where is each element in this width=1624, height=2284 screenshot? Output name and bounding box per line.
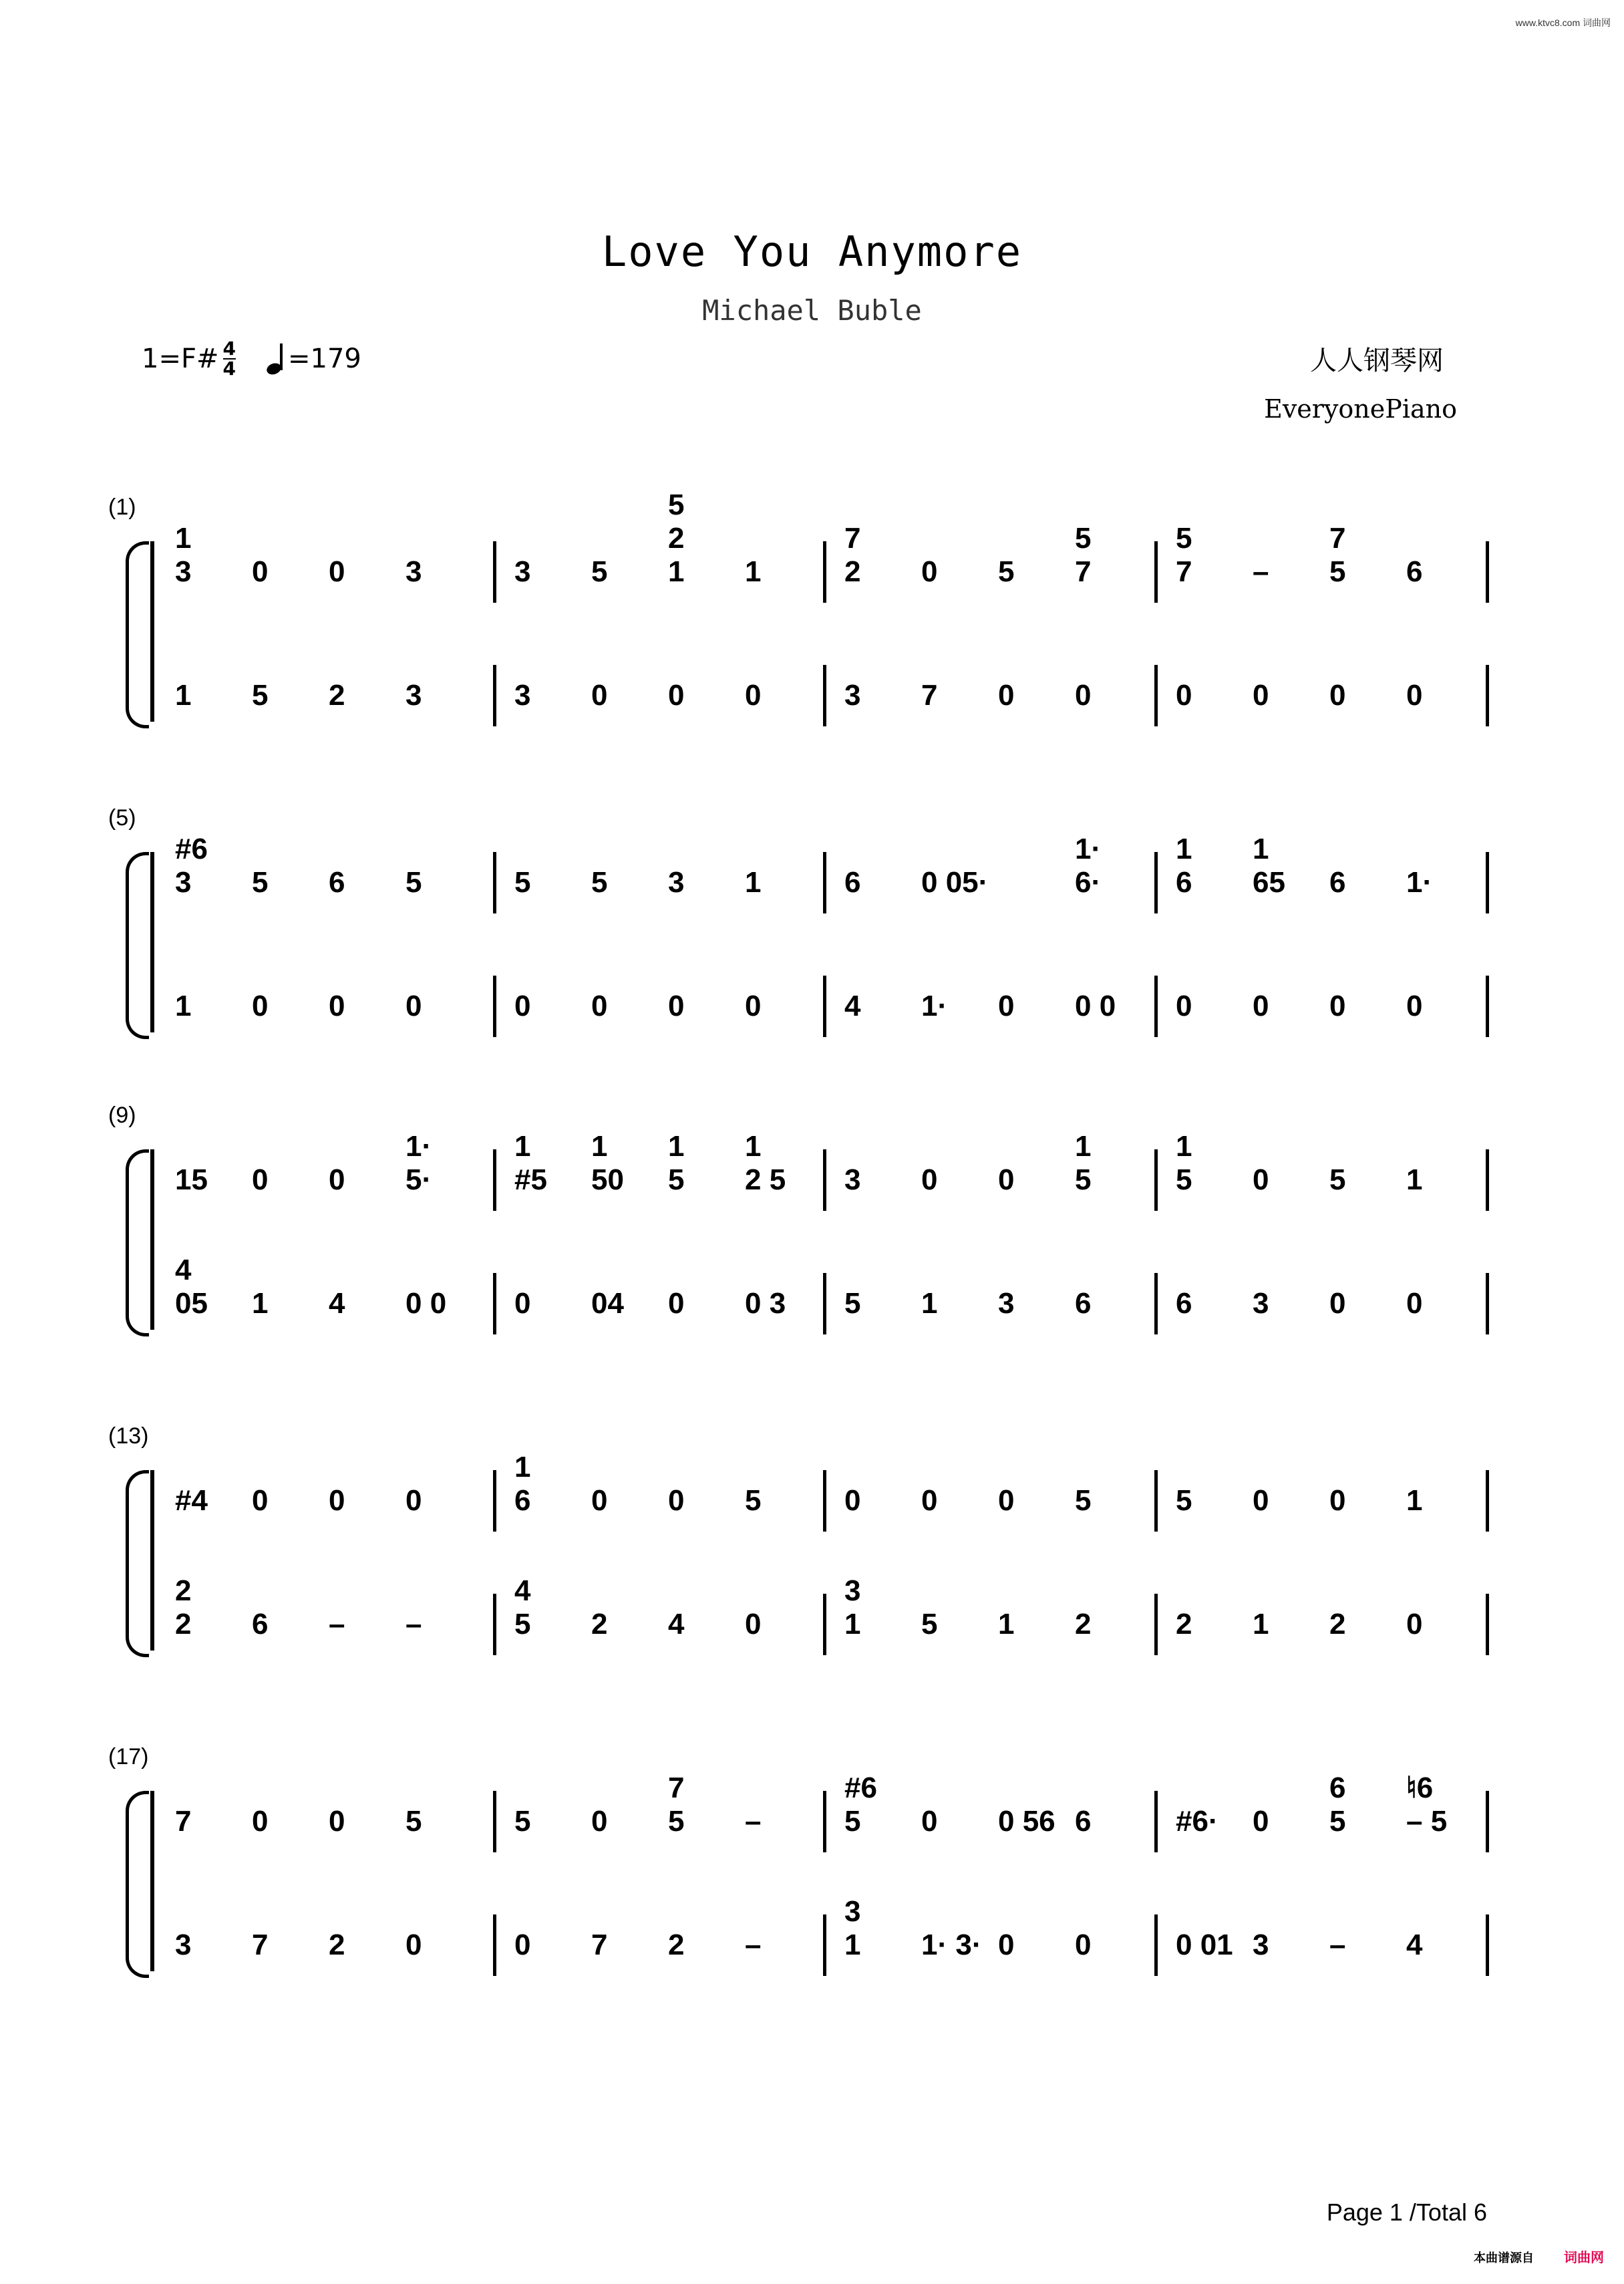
upper-note: 0 [329,1805,345,1838]
lower-note: – [329,1608,345,1640]
upper-note: 5 [1329,1163,1346,1196]
upper-note: 5 [1176,1163,1192,1196]
upper-note: 0 [591,1805,608,1838]
upper-note: 2 [844,555,861,588]
upper-note: 6· [1075,866,1102,899]
upper-note: 6 [1075,1805,1092,1838]
time-signature [223,339,236,378]
score-system [0,1744,1624,1985]
upper-note: 0 [998,1163,1015,1196]
upper-note: 65 [1253,866,1285,899]
bar-line [823,852,826,913]
lower-chord-note: 3 [844,1895,861,1928]
lower-note: 5 [844,1287,861,1320]
upper-note: 7 [1176,555,1192,588]
bar-line [823,1594,826,1655]
lower-note: 0 [1406,1287,1423,1320]
bar-line [1486,1470,1489,1532]
upper-note: – [1253,555,1269,588]
bar-line [823,1914,826,1976]
upper-note: 0 [844,1484,861,1517]
bar-line [493,1470,496,1532]
upper-note: 7 [1075,555,1092,588]
upper-note: 5 [668,1163,685,1196]
upper-note: 3 [175,555,192,588]
lower-note: 0 [1075,679,1092,712]
lower-note: 5 [252,679,269,712]
upper-note: 1· [1406,866,1433,899]
lower-note: 2 [668,1929,685,1961]
system-line [150,1470,154,1651]
upper-note: 0 [921,1484,938,1517]
upper-note: 5 [514,1805,531,1838]
lower-note: 0 [1406,990,1423,1022]
upper-note: 5 [1075,1163,1092,1196]
upper-note: 3 [175,866,192,899]
bar-line [823,665,826,726]
upper-chord-note: 1· [1075,833,1102,865]
lower-note: 0 [668,1287,685,1320]
bar-line [823,1470,826,1532]
upper-chord-note: 1 [668,1130,685,1163]
upper-note: 0 05· [921,866,989,899]
upper-note: 0 [405,1484,422,1517]
upper-note: 1 [745,866,762,899]
measure-number: (1) [108,494,136,520]
lower-note: 5 [514,1608,531,1640]
upper-chord-note: 1 [1176,1130,1192,1163]
upper-chord-note: 7 [1329,522,1346,555]
upper-chord-note: 1· [405,1130,432,1163]
bar-line [1486,976,1489,1037]
lower-note: 0 [668,990,685,1022]
system-brace [126,1149,149,1336]
lower-note: 3 [1253,1929,1269,1961]
lower-note: 6 [1075,1287,1092,1320]
system-brace [126,1470,149,1657]
upper-chord-note: 1 [745,1130,762,1163]
lower-note: 0 [1329,1287,1346,1320]
lower-note: 3 [998,1287,1015,1320]
upper-note: 0 [668,1484,685,1517]
upper-note: 5 [1075,1484,1092,1517]
key-tempo-line [142,339,361,378]
lower-note: 1 [844,1929,861,1961]
upper-note: 0 [252,1805,269,1838]
system-line [150,1149,154,1330]
upper-note: 50 [591,1163,624,1196]
lower-note: 0 [591,679,608,712]
lower-note: 1 [252,1287,269,1320]
lower-chord-note: 4 [175,1254,192,1286]
score-system [0,488,1624,735]
upper-note: 6 [514,1484,531,1517]
lower-note: 0 [1176,990,1192,1022]
lower-note: 3 [844,679,861,712]
publisher-en: EveryonePiano [1264,394,1457,424]
lower-note: 1 [921,1287,938,1320]
lower-note: 0 [1253,990,1269,1022]
upper-note: 1 [668,555,685,588]
lower-note: 0 [514,1287,531,1320]
lower-note: 0 [1075,1929,1092,1961]
score-system [0,805,1624,1046]
upper-note: 1 [1406,1163,1423,1196]
bar-line [1486,1149,1489,1211]
lower-note: 2 [1329,1608,1346,1640]
upper-chord-note: 6 [1329,1771,1346,1804]
lower-note: 05 [175,1287,208,1320]
bar-line [493,1273,496,1334]
bar-line [823,1791,826,1852]
upper-chord-note: 2 [668,522,685,555]
lower-note: 1 [1253,1608,1269,1640]
upper-chord-note: 1 [514,1451,531,1483]
lower-note: 0 [745,990,762,1022]
upper-note: 5 [1329,1805,1346,1838]
publisher-cn: 人人钢琴网 [1310,345,1444,376]
lower-note: 0 [405,990,422,1022]
upper-note: 5 [668,1805,685,1838]
lower-note: 0 [1253,679,1269,712]
lower-note: 5 [921,1608,938,1640]
bar-line [1154,665,1158,726]
upper-note: 0 [921,1163,938,1196]
lower-note: 4 [844,990,861,1022]
measure-number: (17) [108,1744,149,1769]
measure-number: (9) [108,1103,136,1128]
upper-note: 0 [329,555,345,588]
lower-note: 2 [1075,1608,1092,1640]
upper-note: 0 [1253,1805,1269,1838]
lower-note: 0 [998,1929,1015,1961]
bar-line [1154,1149,1158,1211]
score-system [0,1423,1624,1664]
bar-line [1486,1791,1489,1852]
lower-chord-note: 2 [175,1574,192,1607]
upper-note: 5 [998,555,1015,588]
bar-line [1154,1791,1158,1852]
lower-note: 0 0 [405,1287,447,1320]
site-watermark: www.ktvc8.com 词曲网 [1515,17,1611,28]
bar-line [493,1914,496,1976]
upper-note: 5 [591,555,608,588]
lower-note: 1 [998,1608,1015,1640]
system-brace [126,852,149,1039]
upper-note: 5 [405,866,422,899]
bar-line [1486,1273,1489,1334]
upper-chord-note: 5 [668,488,685,521]
upper-note: 0 [1253,1484,1269,1517]
lower-note: 7 [591,1929,608,1961]
system-brace [126,541,149,728]
lower-note: 0 [998,679,1015,712]
lower-note: 3 [1253,1287,1269,1320]
bar-line [823,1149,826,1211]
time-bottom: 4 [222,358,236,380]
upper-note: 0 [1329,1484,1346,1517]
lower-note: 0 [1329,990,1346,1022]
lower-note: 0 [329,990,345,1022]
upper-note: 6 [844,866,861,899]
score-system [0,1103,1624,1343]
lower-note: 0 [405,1929,422,1961]
lower-note: – [405,1608,422,1640]
upper-note: 0 [252,1163,269,1196]
bar-line [493,1594,496,1655]
upper-chord-note: 1 [1075,1130,1092,1163]
upper-note: 7 [175,1805,192,1838]
bar-line [1154,1470,1158,1532]
upper-note: 5· [405,1163,432,1196]
lower-note: 0 0 [1075,990,1116,1022]
upper-note: #6· [1176,1805,1219,1838]
lower-note: 2 [1176,1608,1192,1640]
lower-note: 7 [252,1929,269,1961]
lower-note: 4 [668,1608,685,1640]
bar-line [1154,541,1158,603]
page-indicator: Page 1 /Total 6 [1326,2198,1487,2226]
upper-chord-note: 1 [514,1130,531,1163]
bar-line [1154,976,1158,1037]
bar-line [1486,1914,1489,1976]
upper-note: 0 [252,555,269,588]
lower-note: 2 [175,1608,192,1640]
system-line [150,1791,154,1971]
lower-chord-note: 3 [844,1574,861,1607]
upper-note: 5 [745,1484,762,1517]
upper-note: 3 [844,1163,861,1196]
lower-note: 3 [405,679,422,712]
bar-line [1486,665,1489,726]
lower-note: 04 [591,1287,624,1320]
measure-number: (5) [108,805,136,831]
upper-note: 0 [1253,1163,1269,1196]
lower-note: 1· [921,990,948,1022]
lower-note: 2 [329,679,345,712]
lower-note: 0 [514,1929,531,1961]
lower-note: 4 [1406,1929,1423,1961]
upper-note: 5 [1329,555,1346,588]
upper-note: 1 [1406,1484,1423,1517]
upper-chord-note: ♮6 [1406,1771,1434,1804]
upper-note: 6 [1329,866,1346,899]
upper-note: 5 [514,866,531,899]
system-line [150,541,154,722]
upper-chord-note: #6 [175,833,208,865]
upper-note: 0 [329,1484,345,1517]
upper-chord-note: 1 [591,1130,608,1163]
bar-line [493,1791,496,1852]
upper-note: 2 5 [745,1163,786,1196]
lower-note: – [1329,1929,1346,1961]
upper-note: – [745,1805,762,1838]
lower-note: 0 [745,679,762,712]
lower-note: 1 [175,990,192,1022]
time-top: 4 [222,337,236,360]
upper-note: 0 [921,1805,938,1838]
upper-note: 3 [405,555,422,588]
upper-chord-note: 7 [668,1771,685,1804]
lower-note: 0 [668,679,685,712]
upper-note: – 5 [1406,1805,1448,1838]
lower-note: 1 [175,679,192,712]
upper-note: 0 [329,1163,345,1196]
source-note: 本曲谱源自 [1474,2251,1534,2265]
lower-note: 0 [591,990,608,1022]
upper-note: 6 [1406,555,1423,588]
upper-note: 5 [1176,1484,1192,1517]
bar-line [493,541,496,603]
lower-note: – [745,1929,762,1961]
lower-note: 0 3 [745,1287,786,1320]
bar-line [493,1149,496,1211]
bar-line [493,665,496,726]
bar-line [1154,852,1158,913]
lower-note: 0 [1406,1608,1423,1640]
source-site: 词曲网 [1564,2251,1604,2265]
lower-chord-note: 4 [514,1574,531,1607]
quarter-note-icon [267,343,284,374]
upper-chord-note: #6 [844,1771,877,1804]
upper-chord-note: 1 [1176,833,1192,865]
bar-line [823,541,826,603]
upper-chord-note: 1 [175,522,192,555]
upper-note: #5 [514,1163,547,1196]
lower-note: 0 [252,990,269,1022]
upper-note: 0 56 [998,1805,1055,1838]
bar-line [1486,852,1489,913]
lower-note: 3 [175,1929,192,1961]
system-line [150,852,154,1032]
upper-note: 5 [405,1805,422,1838]
upper-chord-note: 1 [1253,833,1269,865]
upper-chord-note: 5 [1075,522,1092,555]
upper-note: #4 [175,1484,208,1517]
upper-note: 5 [844,1805,861,1838]
lower-note: 0 [1176,679,1192,712]
upper-note: 0 [591,1484,608,1517]
lower-note: 6 [252,1608,269,1640]
upper-note: 0 [252,1484,269,1517]
bar-line [493,976,496,1037]
lower-note: 0 01 [1176,1929,1233,1961]
lower-note: 3 [514,679,531,712]
upper-note: 0 [921,555,938,588]
lower-note: 0 [998,990,1015,1022]
bar-line [1154,1594,1158,1655]
lower-note: 0 [1406,679,1423,712]
system-brace [126,1791,149,1978]
upper-note: 15 [175,1163,208,1196]
measure-number: (13) [108,1423,149,1449]
upper-note: 5 [252,866,269,899]
upper-chord-note: 5 [1176,522,1192,555]
bar-line [1486,1594,1489,1655]
song-title: Love You Anymore [601,227,1023,276]
bar-line [1154,1914,1158,1976]
upper-note: 0 [998,1484,1015,1517]
upper-chord-note: 7 [844,522,861,555]
upper-note: 6 [1176,866,1192,899]
key-signature: 1=F# [142,343,219,374]
lower-note: 4 [329,1287,345,1320]
lower-note: 1· 3· [921,1929,982,1961]
bar-line [493,852,496,913]
upper-note: 1 [745,555,762,588]
lower-note: 2 [591,1608,608,1640]
upper-note: 5 [591,866,608,899]
lower-note: 1 [844,1608,861,1640]
upper-note: 3 [514,555,531,588]
lower-note: 2 [329,1929,345,1961]
bar-line [1154,1273,1158,1334]
bar-line [823,976,826,1037]
bar-line [1486,541,1489,603]
upper-note: 3 [668,866,685,899]
artist-name: Michael Buble [702,294,922,327]
bar-line [823,1273,826,1334]
lower-note: 7 [921,679,938,712]
lower-note: 0 [514,990,531,1022]
lower-note: 0 [745,1608,762,1640]
lower-note: 6 [1176,1287,1192,1320]
lower-note: 0 [1329,679,1346,712]
upper-note: 6 [329,866,345,899]
tempo-value: =179 [287,343,361,374]
